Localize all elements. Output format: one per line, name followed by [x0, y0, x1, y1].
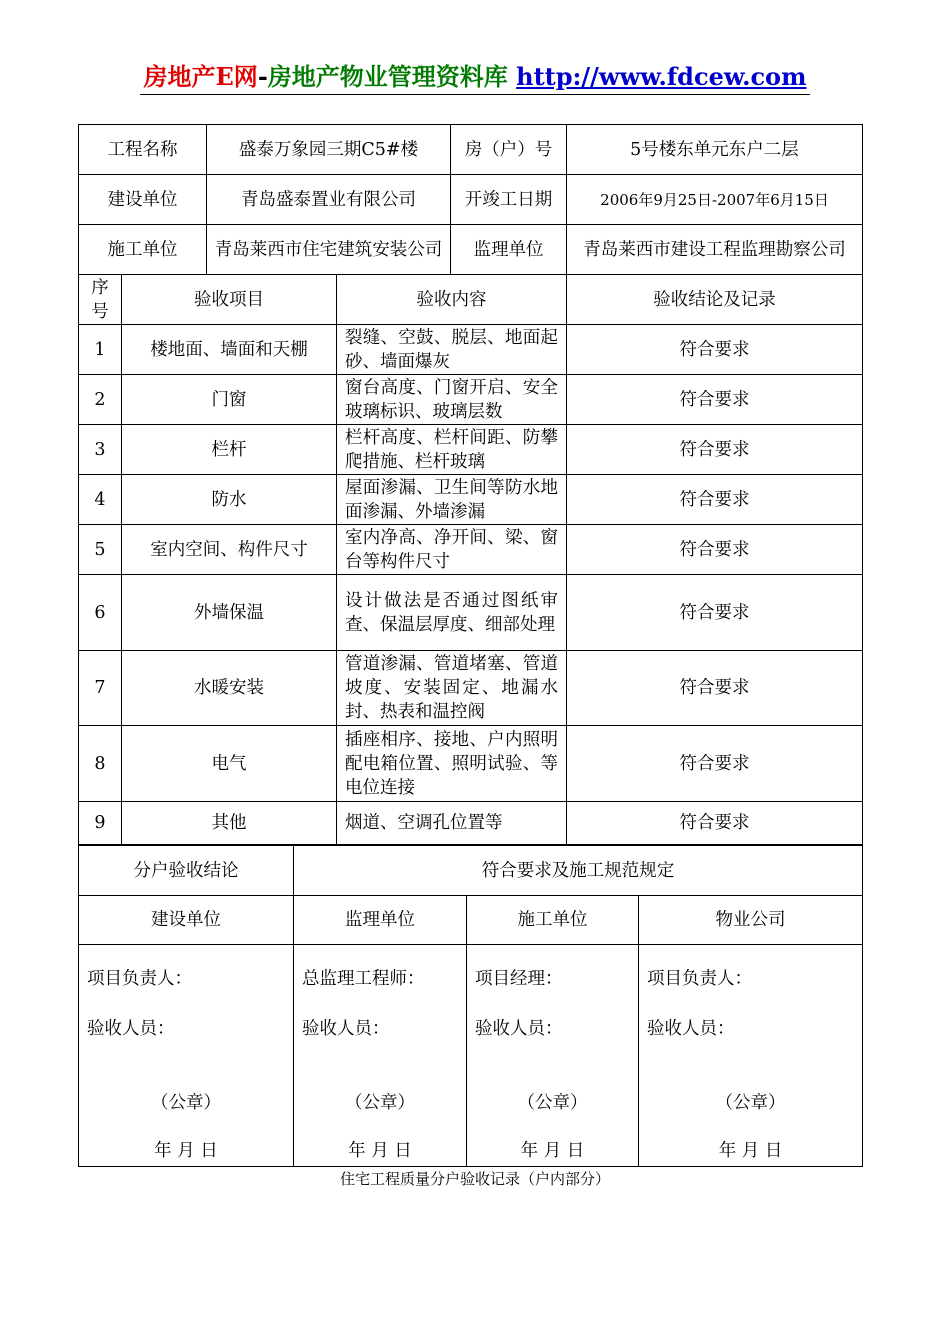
- table-row: [79, 726, 863, 802]
- row-no: 4: [79, 475, 122, 525]
- project-name-value: 盛泰万象园三期C5#楼: [207, 125, 451, 175]
- header-subtitle: 房地产物业管理资料库: [267, 62, 508, 91]
- row-result: 符合要求: [567, 651, 863, 726]
- developer-value: 青岛盛泰置业有限公司: [207, 175, 451, 225]
- page-footer: 住宅工程质量分户验收记录（户内部分）: [339, 1170, 610, 1188]
- conclusion-label: 分户验收结论: [79, 846, 294, 896]
- signature-table: [78, 845, 863, 1167]
- party-contractor-header: 施工单位: [467, 896, 639, 945]
- role-label: 项目负责人：: [647, 969, 752, 989]
- party-supervisor-header: 监理单位: [294, 896, 467, 945]
- inspection-table: [78, 274, 863, 845]
- conclusion-row: [79, 846, 863, 896]
- project-info-table: [78, 124, 863, 275]
- row-result: 符合要求: [567, 575, 863, 651]
- row-result: 符合要求: [567, 375, 863, 425]
- row-no: 5: [79, 525, 122, 575]
- header-title: [140, 62, 811, 95]
- row-content: 插座相序、接地、户内照明配电箱位置、照明试验、等电位连接: [337, 726, 567, 802]
- info-row-contractor: [79, 225, 863, 275]
- contractor-label: 施工单位: [79, 225, 207, 275]
- row-item: 楼地面、墙面和天棚: [122, 325, 337, 375]
- row-item: 防水: [122, 475, 337, 525]
- conclusion-value: 符合要求及施工规范规定: [294, 846, 863, 896]
- signature-cell-supervisor: [294, 945, 467, 1167]
- inspector-label: 验收人员：: [647, 1019, 735, 1039]
- table-row: [79, 575, 863, 651]
- header-url-link[interactable]: http://www.fdcew.com: [516, 62, 807, 91]
- row-no: 1: [79, 325, 122, 375]
- row-content: 窗台高度、门窗开启、安全玻璃标识、玻璃层数: [337, 375, 567, 425]
- table-row: [79, 375, 863, 425]
- role-label: 项目负责人：: [87, 969, 192, 989]
- table-row: [79, 425, 863, 475]
- row-no: 2: [79, 375, 122, 425]
- party-property-header: 物业公司: [639, 896, 863, 945]
- row-item: 其他: [122, 802, 337, 845]
- row-result: 符合要求: [567, 325, 863, 375]
- col-content-header: 验收内容: [337, 275, 567, 325]
- row-item: 水暖安装: [122, 651, 337, 726]
- table-row: [79, 325, 863, 375]
- row-no: 6: [79, 575, 122, 651]
- inspector-label: 验收人员：: [475, 1019, 563, 1039]
- signature-cell-property: [639, 945, 863, 1167]
- signature-cell-developer: [79, 945, 294, 1167]
- role-label: 项目经理：: [475, 969, 563, 989]
- developer-label: 建设单位: [79, 175, 207, 225]
- inspector-label: 验收人员：: [302, 1019, 390, 1039]
- date-label: 年 月 日: [154, 1141, 218, 1161]
- row-content: 设计做法是否通过图纸审查、保温层厚度、细部处理: [337, 575, 567, 651]
- dates-value: 2006年9月25日-2007年6月15日: [567, 175, 863, 225]
- contractor-value: 青岛莱西市住宅建筑安装公司: [207, 225, 451, 275]
- seal-label: （公章）: [517, 1093, 588, 1113]
- row-item: 栏杆: [122, 425, 337, 475]
- signature-cell-contractor: [467, 945, 639, 1167]
- row-content: 烟道、空调孔位置等: [337, 802, 567, 845]
- info-row-project: [79, 125, 863, 175]
- col-item-header: 验收项目: [122, 275, 337, 325]
- table-row: [79, 651, 863, 726]
- info-row-developer: [79, 175, 863, 225]
- row-content: 栏杆高度、栏杆间距、防攀爬措施、栏杆玻璃: [337, 425, 567, 475]
- row-item: 电气: [122, 726, 337, 802]
- row-no: 8: [79, 726, 122, 802]
- row-item: 室内空间、构件尺寸: [122, 525, 337, 575]
- header-brand: 房地产E网: [143, 62, 258, 91]
- row-result: 符合要求: [567, 726, 863, 802]
- date-label: 年 月 日: [718, 1141, 783, 1161]
- table-row: [79, 475, 863, 525]
- supervisor-value: 青岛莱西市建设工程监理勘察公司: [567, 225, 863, 275]
- date-label: 年 月 日: [348, 1141, 412, 1161]
- party-header-row: [79, 896, 863, 945]
- col-seq-header: 序号: [79, 275, 122, 325]
- signature-row: [79, 945, 863, 1167]
- unit-no-label: 房（户）号: [451, 125, 567, 175]
- seal-label: （公章）: [151, 1093, 221, 1113]
- row-no: 9: [79, 802, 122, 845]
- party-developer-header: 建设单位: [79, 896, 294, 945]
- row-no: 3: [79, 425, 122, 475]
- unit-no-value: 5号楼东单元东户二层: [567, 125, 863, 175]
- row-content: 屋面渗漏、卫生间等防水地面渗漏、外墙渗漏: [337, 475, 567, 525]
- project-name-label: 工程名称: [79, 125, 207, 175]
- table-row: [79, 525, 863, 575]
- table-row: [79, 802, 863, 845]
- header-dash: -: [257, 62, 268, 91]
- row-item: 门窗: [122, 375, 337, 425]
- row-item: 外墙保温: [122, 575, 337, 651]
- row-no: 7: [79, 651, 122, 726]
- date-label: 年 月 日: [520, 1141, 585, 1161]
- dates-label: 开竣工日期: [451, 175, 567, 225]
- supervisor-label: 监理单位: [451, 225, 567, 275]
- seal-label: （公章）: [715, 1093, 786, 1113]
- row-result: 符合要求: [567, 802, 863, 845]
- col-result-header: 验收结论及记录: [567, 275, 863, 325]
- role-label: 总监理工程师：: [302, 969, 425, 989]
- row-result: 符合要求: [567, 425, 863, 475]
- row-content: 管道渗漏、管道堵塞、管道坡度、安装固定、地漏水封、热表和温控阀: [337, 651, 567, 726]
- page-header: [0, 62, 950, 95]
- row-result: 符合要求: [567, 475, 863, 525]
- seal-label: （公章）: [345, 1093, 415, 1113]
- row-content: 室内净高、净开间、梁、窗台等构件尺寸: [337, 525, 567, 575]
- row-content: 裂缝、空鼓、脱层、地面起砂、墙面爆灰: [337, 325, 567, 375]
- inspector-label: 验收人员：: [87, 1019, 175, 1039]
- row-result: 符合要求: [567, 525, 863, 575]
- inspection-header-row: [79, 275, 863, 325]
